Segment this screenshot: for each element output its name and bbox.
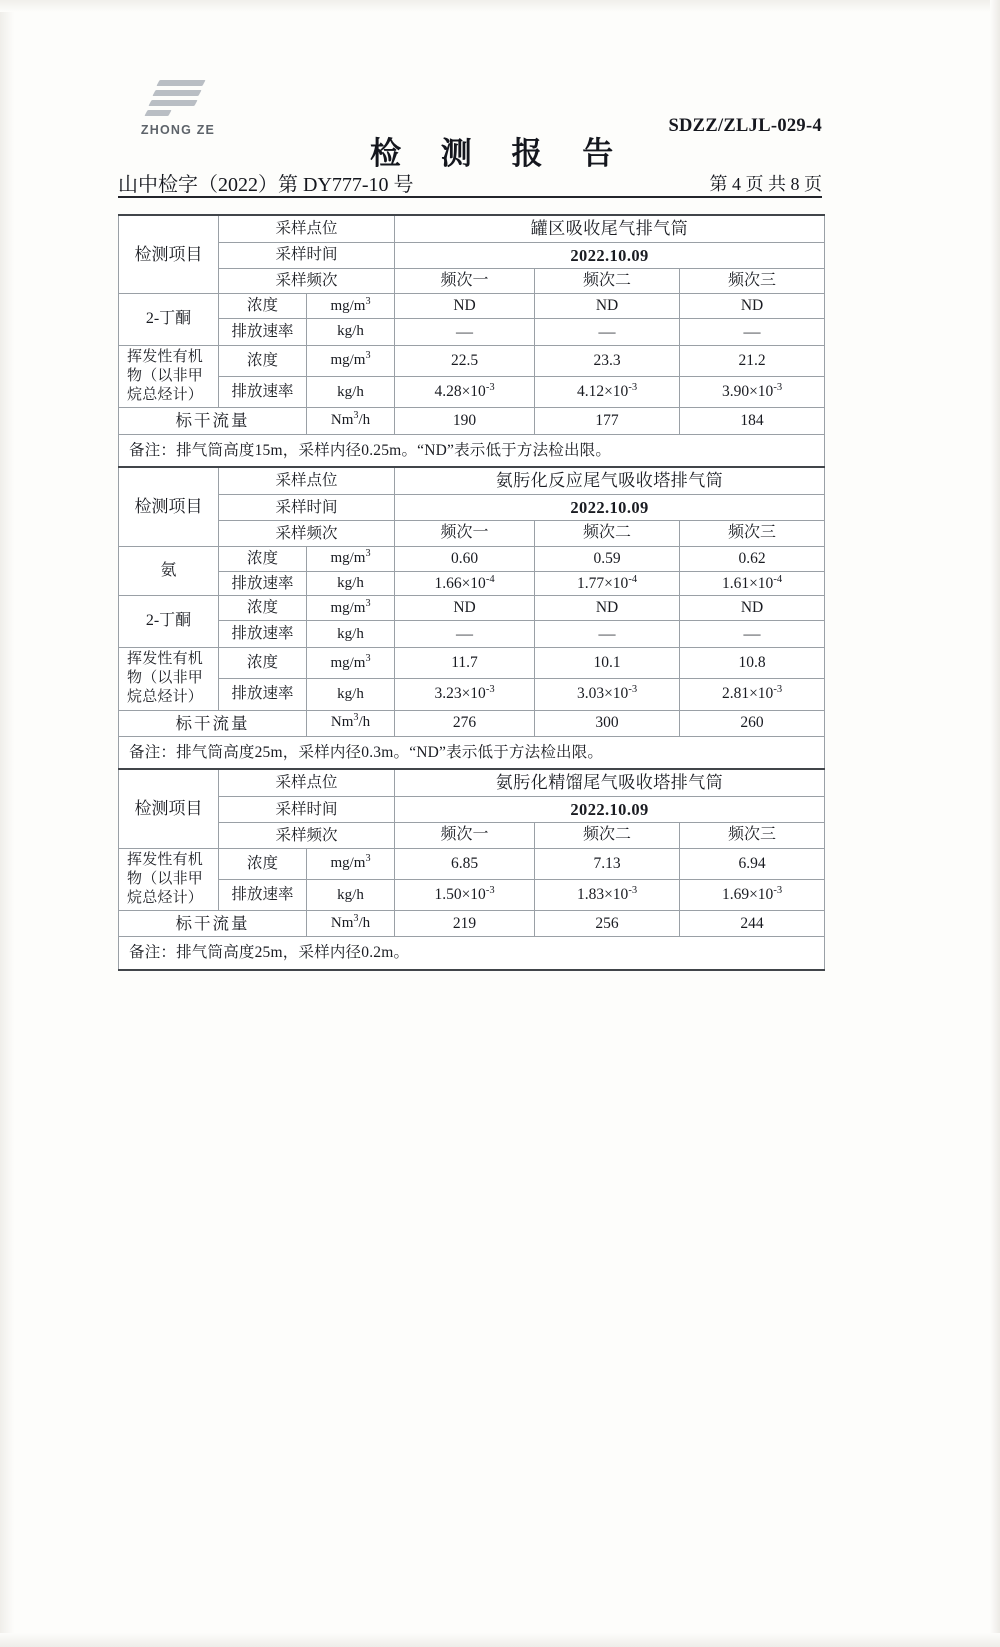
measurement-value: 0.59 xyxy=(535,546,680,571)
table-row xyxy=(119,521,825,546)
test-item-header: 检测项目 xyxy=(119,467,219,546)
frequency-2-header: 频次二 xyxy=(535,823,680,848)
analyte-name: 挥发性有机 物（以非甲 烷总烃计） xyxy=(119,647,219,710)
flow-value: 260 xyxy=(680,710,825,736)
analyte-name: 2-丁酮 xyxy=(119,294,219,346)
metric-label: 浓度 xyxy=(219,848,307,879)
measurement-value: $1.83\times 10^{-3}$ xyxy=(535,880,680,911)
metric-label: 排放速率 xyxy=(219,621,307,648)
analyte-name: 挥发性有机 物（以非甲 烷总烃计） xyxy=(119,345,219,408)
sampling-point-label: 采样点位 xyxy=(219,467,395,494)
unit-label: $mg/m^3$ xyxy=(307,647,395,678)
std-dry-flow-label: 标干流量 xyxy=(119,408,307,434)
unit-label: kg/h xyxy=(307,319,395,346)
measurement-value: $1.61\times 10^{-4}$ xyxy=(680,571,825,596)
results-tables xyxy=(118,214,824,971)
test-item-header: 检测项目 xyxy=(119,215,219,294)
metric-label: 浓度 xyxy=(219,294,307,319)
unit-label: Nm$^3$/h xyxy=(307,911,395,937)
measurement-value: ND xyxy=(395,596,535,621)
metric-label: 浓度 xyxy=(219,345,307,376)
frequency-1-header: 频次一 xyxy=(395,268,535,293)
unit-label: $mg/m^3$ xyxy=(307,294,395,319)
measurement-value: 22.5 xyxy=(395,345,535,376)
unit-label: $mg/m^3$ xyxy=(307,596,395,621)
metric-label: 浓度 xyxy=(219,596,307,621)
table-row xyxy=(119,710,825,736)
metric-label: 排放速率 xyxy=(219,377,307,408)
sampling-time-label: 采样时间 xyxy=(219,495,395,521)
flow-value: 190 xyxy=(395,408,535,434)
measurement-value: 6.85 xyxy=(395,848,535,879)
unit-label: $mg/m^3$ xyxy=(307,345,395,376)
table-row xyxy=(119,937,825,970)
measurement-value: $1.69\times 10^{-3}$ xyxy=(680,880,825,911)
frequency-3-header: 频次三 xyxy=(680,521,825,546)
remark-text: 备注：排气筒高度25m，采样内径0.3m。“ND”表示低于方法检出限。 xyxy=(119,736,825,769)
unit-label: kg/h xyxy=(307,679,395,710)
measurement-value: 10.1 xyxy=(535,647,680,678)
table-row xyxy=(119,467,825,494)
unit-label: kg/h xyxy=(307,377,395,408)
table-row xyxy=(119,294,825,319)
table-row xyxy=(119,319,825,346)
measurement-value: $1.77\times 10^{-4}$ xyxy=(535,571,680,596)
measurement-value: ND xyxy=(680,294,825,319)
header-divider xyxy=(118,196,822,198)
std-dry-flow-label: 标干流量 xyxy=(119,710,307,736)
measurement-value: — xyxy=(535,621,680,648)
analyte-name: 氨 xyxy=(119,546,219,596)
sampling-point-value: 罐区吸收尾气排气筒 xyxy=(395,215,825,242)
zhongze-logo-icon xyxy=(146,78,210,118)
measurement-value: $2.81\times 10^{-3}$ xyxy=(680,679,825,710)
sampling-point-label: 采样点位 xyxy=(219,769,395,796)
scan-edge-bottom xyxy=(0,1633,1000,1647)
table-row xyxy=(119,571,825,596)
sampling-point-value: 氨肟化精馏尾气吸收塔排气筒 xyxy=(395,769,825,796)
table-row xyxy=(119,769,825,796)
sampling-point-label: 采样点位 xyxy=(219,215,395,242)
flow-value: 184 xyxy=(680,408,825,434)
measurement-value: 0.60 xyxy=(395,546,535,571)
measurement-value: 10.8 xyxy=(680,647,825,678)
metric-label: 排放速率 xyxy=(219,679,307,710)
metric-label: 浓度 xyxy=(219,647,307,678)
remark-text: 备注：排气筒高度25m，采样内径0.2m。 xyxy=(119,937,825,970)
measurement-value: — xyxy=(680,621,825,648)
sampling-frequency-label: 采样频次 xyxy=(219,521,395,546)
unit-label: $mg/m^3$ xyxy=(307,848,395,879)
frequency-3-header: 频次三 xyxy=(680,268,825,293)
document-code: SDZZ/ZLJL-029-4 xyxy=(668,116,822,136)
measurement-value: — xyxy=(680,319,825,346)
measurement-value: $4.28\times 10^{-3}$ xyxy=(395,377,535,408)
metric-label: 排放速率 xyxy=(219,571,307,596)
metric-label: 排放速率 xyxy=(219,880,307,911)
scan-edge-right xyxy=(990,0,1000,1647)
measurement-value: 11.7 xyxy=(395,647,535,678)
report-number: 山中检字（2022）第 DY777-10 号 xyxy=(118,174,414,196)
measurement-value: 23.3 xyxy=(535,345,680,376)
measurement-value: ND xyxy=(680,596,825,621)
table-row xyxy=(119,377,825,408)
flow-value: 276 xyxy=(395,710,535,736)
table-row xyxy=(119,736,825,769)
table-row xyxy=(119,823,825,848)
frequency-3-header: 频次三 xyxy=(680,823,825,848)
flow-value: 300 xyxy=(535,710,680,736)
measurement-value: — xyxy=(395,319,535,346)
scan-edge-left xyxy=(0,0,14,1647)
measurement-value: — xyxy=(535,319,680,346)
table-row xyxy=(119,848,825,879)
flow-value: 244 xyxy=(680,911,825,937)
company-logo xyxy=(118,78,238,137)
table-row xyxy=(119,596,825,621)
metric-label: 浓度 xyxy=(219,546,307,571)
flow-value: 177 xyxy=(535,408,680,434)
logo-wordmark: ZHONG ZE xyxy=(140,123,216,137)
metric-label: 排放速率 xyxy=(219,319,307,346)
measurement-value: ND xyxy=(535,596,680,621)
flow-value: 219 xyxy=(395,911,535,937)
measurement-value: ND xyxy=(535,294,680,319)
measurement-table xyxy=(118,214,825,971)
unit-label: kg/h xyxy=(307,571,395,596)
sampling-frequency-label: 采样频次 xyxy=(219,268,395,293)
table-row xyxy=(119,679,825,710)
measurement-value: $3.90\times 10^{-3}$ xyxy=(680,377,825,408)
measurement-value: 7.13 xyxy=(535,848,680,879)
frequency-2-header: 频次二 xyxy=(535,521,680,546)
flow-value: 256 xyxy=(535,911,680,937)
measurement-value: 6.94 xyxy=(680,848,825,879)
measurement-value: — xyxy=(395,621,535,648)
sampling-time-label: 采样时间 xyxy=(219,797,395,823)
measurement-value: $4.12\times 10^{-3}$ xyxy=(535,377,680,408)
table-row xyxy=(119,242,825,268)
table-row xyxy=(119,408,825,434)
analyte-name: 2-丁酮 xyxy=(119,596,219,648)
table-row xyxy=(119,647,825,678)
table-row xyxy=(119,215,825,242)
sampling-time-value: 2022.10.09 xyxy=(395,797,825,823)
table-row xyxy=(119,911,825,937)
table-row xyxy=(119,621,825,648)
table-row xyxy=(119,495,825,521)
measurement-value: $1.50\times 10^{-3}$ xyxy=(395,880,535,911)
unit-label: kg/h xyxy=(307,880,395,911)
sampling-frequency-label: 采样频次 xyxy=(219,823,395,848)
table-row xyxy=(119,268,825,293)
unit-label: $mg/m^3$ xyxy=(307,546,395,571)
measurement-value: $3.03\times 10^{-3}$ xyxy=(535,679,680,710)
unit-label: Nm$^3$/h xyxy=(307,710,395,736)
measurement-value: 21.2 xyxy=(680,345,825,376)
table-row xyxy=(119,797,825,823)
frequency-1-header: 频次一 xyxy=(395,521,535,546)
unit-label: kg/h xyxy=(307,621,395,648)
frequency-1-header: 频次一 xyxy=(395,823,535,848)
sampling-point-value: 氨肟化反应尾气吸收塔排气筒 xyxy=(395,467,825,494)
table-row xyxy=(119,880,825,911)
analyte-name: 挥发性有机 物（以非甲 烷总烃计） xyxy=(119,848,219,911)
page-title: 检 测 报 告 xyxy=(370,136,630,171)
std-dry-flow-label: 标干流量 xyxy=(119,911,307,937)
sampling-time-value: 2022.10.09 xyxy=(395,495,825,521)
measurement-value: 0.62 xyxy=(680,546,825,571)
table-row xyxy=(119,345,825,376)
test-item-header: 检测项目 xyxy=(119,769,219,848)
measurement-value: $3.23\times 10^{-3}$ xyxy=(395,679,535,710)
measurement-value: ND xyxy=(395,294,535,319)
remark-text: 备注：排气筒高度15m，采样内径0.25m。“ND”表示低于方法检出限。 xyxy=(119,434,825,467)
table-row xyxy=(119,434,825,467)
scan-edge-top xyxy=(0,0,1000,12)
table-row xyxy=(119,546,825,571)
measurement-value: $1.66\times 10^{-4}$ xyxy=(395,571,535,596)
frequency-2-header: 频次二 xyxy=(535,268,680,293)
unit-label: Nm$^3$/h xyxy=(307,408,395,434)
sampling-time-label: 采样时间 xyxy=(219,242,395,268)
page-number: 第 4 页 共 8 页 xyxy=(709,174,822,194)
sampling-time-value: 2022.10.09 xyxy=(395,242,825,268)
